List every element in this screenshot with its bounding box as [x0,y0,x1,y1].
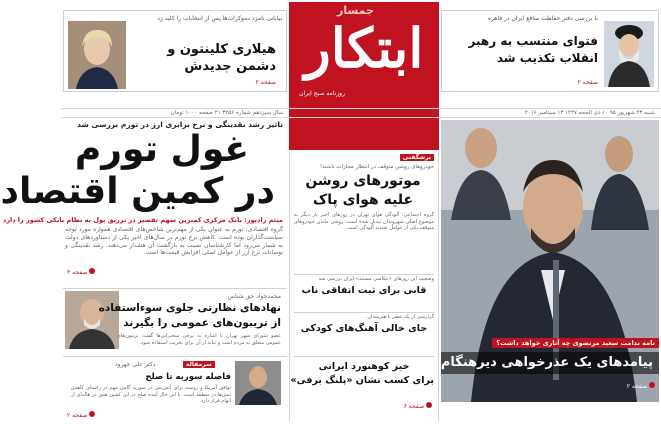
item4-kicker: خیز کوهنورد ایرانی [318,361,410,372]
divider [294,356,434,357]
masthead [289,2,439,150]
center-headline-2: علیه هوای پاک [312,192,414,208]
portrait-icon [68,21,126,89]
opinion-body: عضو شورای شهر تهران با اشاره به برخی سخنرانی‌ها گفت: تریبون‌های عمومی متعلق به مردم است و نباید از آن برای تخریب استفاده شود. [117,333,281,346]
portrait-icon [235,361,281,405]
date-info: شنبه ۲۳ شهریور ۹۵ ۱۰ ذی الحجه ۱۴۳۷ ۱۳ سپتامبر ۲۰۱۶ [524,110,655,116]
page-ref-label: صفحه ۳ [67,269,88,276]
item2-headline[interactable]: قابی برای ثبت اتفاقی ناب [301,285,427,296]
main-kicker: تاثیر رشد نقدینگی و نرخ برابری ارز در تورم بررسی شد [77,120,283,129]
item2-kicker: وضعیت این روزهای «عکاسی مستند» ایران بررسی شد [318,276,434,282]
item3-headline[interactable]: جای خالی آهنگ‌های کودکی [300,323,428,334]
page-ref-label: صفحه ۲ [626,383,648,390]
teaser-fatwa[interactable] [441,10,659,92]
photo-page-ref [627,382,655,390]
photo-story[interactable] [441,120,659,422]
photo-caption-kicker [492,338,659,348]
opinion-headline-2: از تریبون‌های عمومی را بگیرند [123,317,281,329]
column-author: دکتر علی جهرود [115,361,156,368]
main-body: گروه اقتصادی: تورم به عنوان یکی از مهم‌ترین شاخص‌های اقتصادی همواره مورد توجه سیاست‌گذاران بوده است. کاهش نرخ تورم در سال‌های اخیر یکی از دستاوردهای دولت به شمار می‌رود اما کارشناسان نسبت به بازگشت آن هشدار می‌دهند. رشد نقدینگی و نوسانات نرخ ارز از عوامل اصلی افزایش قیمت‌ها است. [65,226,283,257]
clinton-photo [68,21,126,89]
leader-photo [604,21,654,87]
page-ref-label: صفحه ۶ [403,403,425,410]
portrait-icon [65,291,119,349]
column-story[interactable] [63,356,287,422]
fatwa-kicker: با بررسی دفتر حفاظت منافع ایران در قاهره [487,15,598,22]
caption-kicker-text: نامه ندامت سعید مرتضوی چه آثاری خواهد داشت؟ [496,339,655,347]
photo-headline-text: پیامدهای یک عذرخواهی دیرهنگام [440,355,653,370]
masthead-logo: ابتکار [304,16,424,80]
red-pin-icon [649,382,655,388]
center-body: گروه اجتماعی: آلودگی هوای تهران در روزهای اخیر بار دیگر به موضوع اصلی شهروندان تبدیل شده است. روشن ماندن خودروهای متوقف یکی از عوامل تشدید آلودگی است. [294,212,434,231]
column-label: سرمقاله [183,361,215,368]
page-ref-label: صفحه ۲ [255,79,276,86]
center-headline-1: موتورهای روشن [305,173,421,189]
opinion-story[interactable] [63,288,287,352]
page-ref-label: صفحه ۲ [67,412,88,419]
red-pin-icon [89,268,95,274]
column-page-ref [67,411,95,419]
page-ref-label: صفحه ۲ [577,79,598,86]
portrait-icon [604,21,654,87]
clinton-kicker: بیاناتی نامزد دموکرات‌ها پس از انتخابات را کلید زد [157,15,282,22]
red-pin-icon [89,411,95,417]
column-headline: فاصله سوریه تا صلح [145,372,231,382]
red-pin-icon [426,402,432,408]
clinton-page-ref [256,79,276,86]
center-column [289,152,439,422]
opinion-author: محمدجواد حق شناس [227,293,281,300]
issue-info: سال سیزدهم شماره ۳۲۵۶ ۲۱ صفحه ۱۰۰۰ تومان [170,110,283,116]
center-page-ref [404,402,432,410]
center-label: برشگفتی [400,154,434,161]
item4-headline[interactable]: برای کسب نشان «پلنگ برفی» [290,375,434,386]
clinton-headline: هیلاری کلینتون و دشمن جدیدش [167,42,276,74]
masthead-subtitle: روزنامه صبح ایران [299,90,345,97]
divider [294,312,434,313]
date-bar [61,108,661,118]
main-subhead [2,216,283,224]
main-story[interactable] [0,120,287,280]
fatwa-headline: فتوای منتسب به رهبر انقلاب تکذیب شد [468,34,598,65]
teaser-clinton[interactable] [63,10,287,92]
item3-kicker: گزارشی از یک عصر با هنرمندان [367,314,434,320]
masthead-logo-small: جمسار [337,4,374,17]
photo-headline [441,352,659,374]
main-headline-2: در کمین اقتصاد [0,171,275,212]
main-subhead-text: میثم رادپور: بانک مرکزی کمترین سهم تقصیر در تزریق پول به نظام بانکی کشور را دارد [2,216,283,224]
column-photo [235,361,281,405]
opinion-photo [65,291,119,349]
main-page-ref [67,268,95,276]
center-kicker: خودروهای روشن متوقف در انتظار مجازات باشند! [319,164,434,170]
column-body: توافق آمریکا و روسیه برای آتش‌بس در سوریه گامی مهم در راستای کاهش تنش‌ها در منطقه است. با این حال آینده صلح در این کشور هنوز در هاله‌ای از ابهام قرار دارد. [71,385,231,404]
divider [294,274,434,275]
opinion-headline-1: نهادهای نظارتی جلوی سوءاستفاده [98,302,281,314]
fatwa-page-ref [578,79,598,86]
main-headline-1: غول تورم [74,129,249,170]
